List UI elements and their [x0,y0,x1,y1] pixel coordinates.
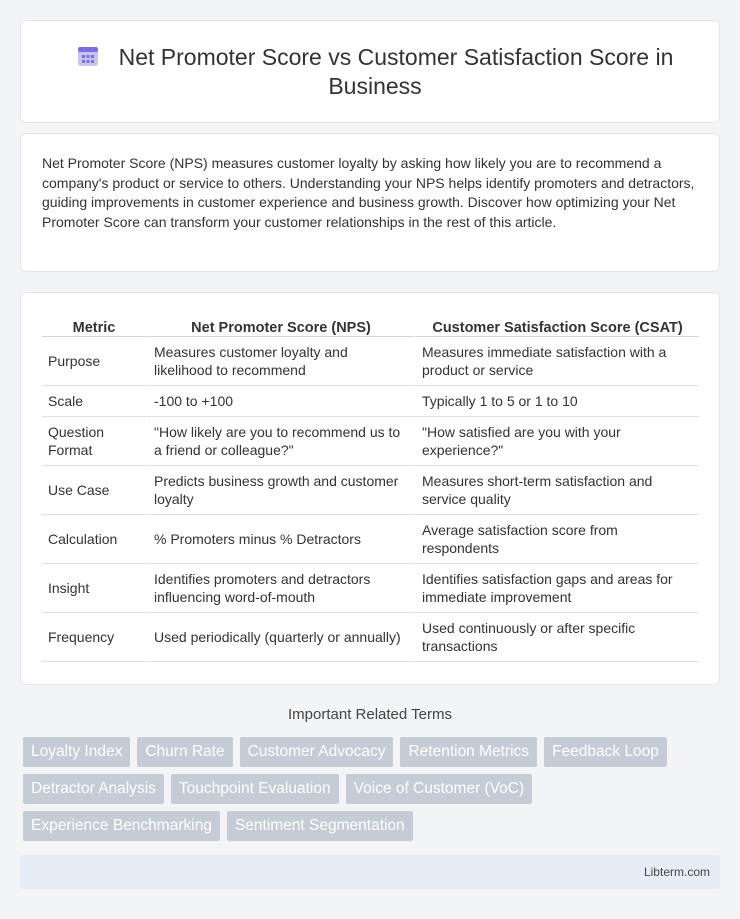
comparison-table [42,315,699,662]
cell-metric: Frequency [42,613,146,662]
cell-csat: Identifies satisfaction gaps and areas for immediate improvement [414,564,699,613]
cell-metric: Question Format [42,417,146,466]
table-row [42,564,699,613]
table-row [42,386,699,417]
tag-churn-rate[interactable]: Churn Rate [137,737,232,767]
table-row [42,613,699,662]
tag-voice-of-customer[interactable]: Voice of Customer (VoC) [346,774,533,804]
table-header-row [42,315,699,337]
cell-nps: Measures customer loyalty and likelihood to recommend [146,337,414,386]
cell-nps: "How likely are you to recommend us to a friend or colleague?" [146,417,414,466]
page-title [61,43,689,101]
cell-metric: Use Case [42,466,146,515]
cell-csat: Average satisfaction score from respondents [414,515,699,564]
cell-metric: Calculation [42,515,146,564]
page-title-text: Net Promoter Score vs Customer Satisfaction Score in Business [118,44,674,99]
cell-csat: Typically 1 to 5 or 1 to 10 [414,386,699,417]
header-metric: Metric [42,315,146,337]
cell-nps: Identifies promoters and detractors influencing word-of-mouth [146,564,414,613]
cell-csat: Measures immediate satisfaction with a product or service [414,337,699,386]
cell-nps: Predicts business growth and customer loyalty [146,466,414,515]
calendar-grid-icon [77,45,99,67]
cell-csat: Measures short-term satisfaction and service quality [414,466,699,515]
related-terms-title: Important Related Terms [288,706,452,723]
tag-row [23,774,723,804]
tag-retention-metrics[interactable]: Retention Metrics [400,737,537,767]
intro-card [20,133,720,272]
table-row [42,337,699,386]
cell-metric: Purpose [42,337,146,386]
table-row [42,515,699,564]
tag-experience-benchmarking[interactable]: Experience Benchmarking [23,811,220,841]
cell-metric: Scale [42,386,146,417]
header-csat: Customer Satisfaction Score (CSAT) [414,315,699,337]
title-card [20,20,720,123]
tag-sentiment-segmentation[interactable]: Sentiment Segmentation [227,811,413,841]
cell-metric: Insight [42,564,146,613]
cell-csat: Used continuously or after specific transactions [414,613,699,662]
tag-row [23,737,723,767]
cell-csat: "How satisfied are you with your experience?" [414,417,699,466]
tag-detractor-analysis[interactable]: Detractor Analysis [23,774,164,804]
header-nps: Net Promoter Score (NPS) [146,315,414,337]
intro-text: Net Promoter Score (NPS) measures customer loyalty by asking how likely you are to recommend a company's product or service to others. Understanding your NPS helps identify promoters and detractors, guiding improvements in customer experience and business growth. Discover how optimizing your Net Promoter Score can transform your customer relationships in the rest of this article. [42,155,695,230]
tag-customer-advocacy[interactable]: Customer Advocacy [240,737,394,767]
table-row [42,466,699,515]
table-row [42,417,699,466]
cell-nps: -100 to +100 [146,386,414,417]
comparison-table-card [20,292,720,685]
cell-nps: % Promoters minus % Detractors [146,515,414,564]
footer [20,855,720,889]
cell-nps: Used periodically (quarterly or annually) [146,613,414,662]
tag-loyalty-index[interactable]: Loyalty Index [23,737,130,767]
tag-feedback-loop[interactable]: Feedback Loop [544,737,667,767]
tag-touchpoint-evaluation[interactable]: Touchpoint Evaluation [171,774,339,804]
related-terms [23,737,723,848]
tag-row [23,811,723,841]
footer-site-link[interactable]: Libterm.com [643,865,710,879]
